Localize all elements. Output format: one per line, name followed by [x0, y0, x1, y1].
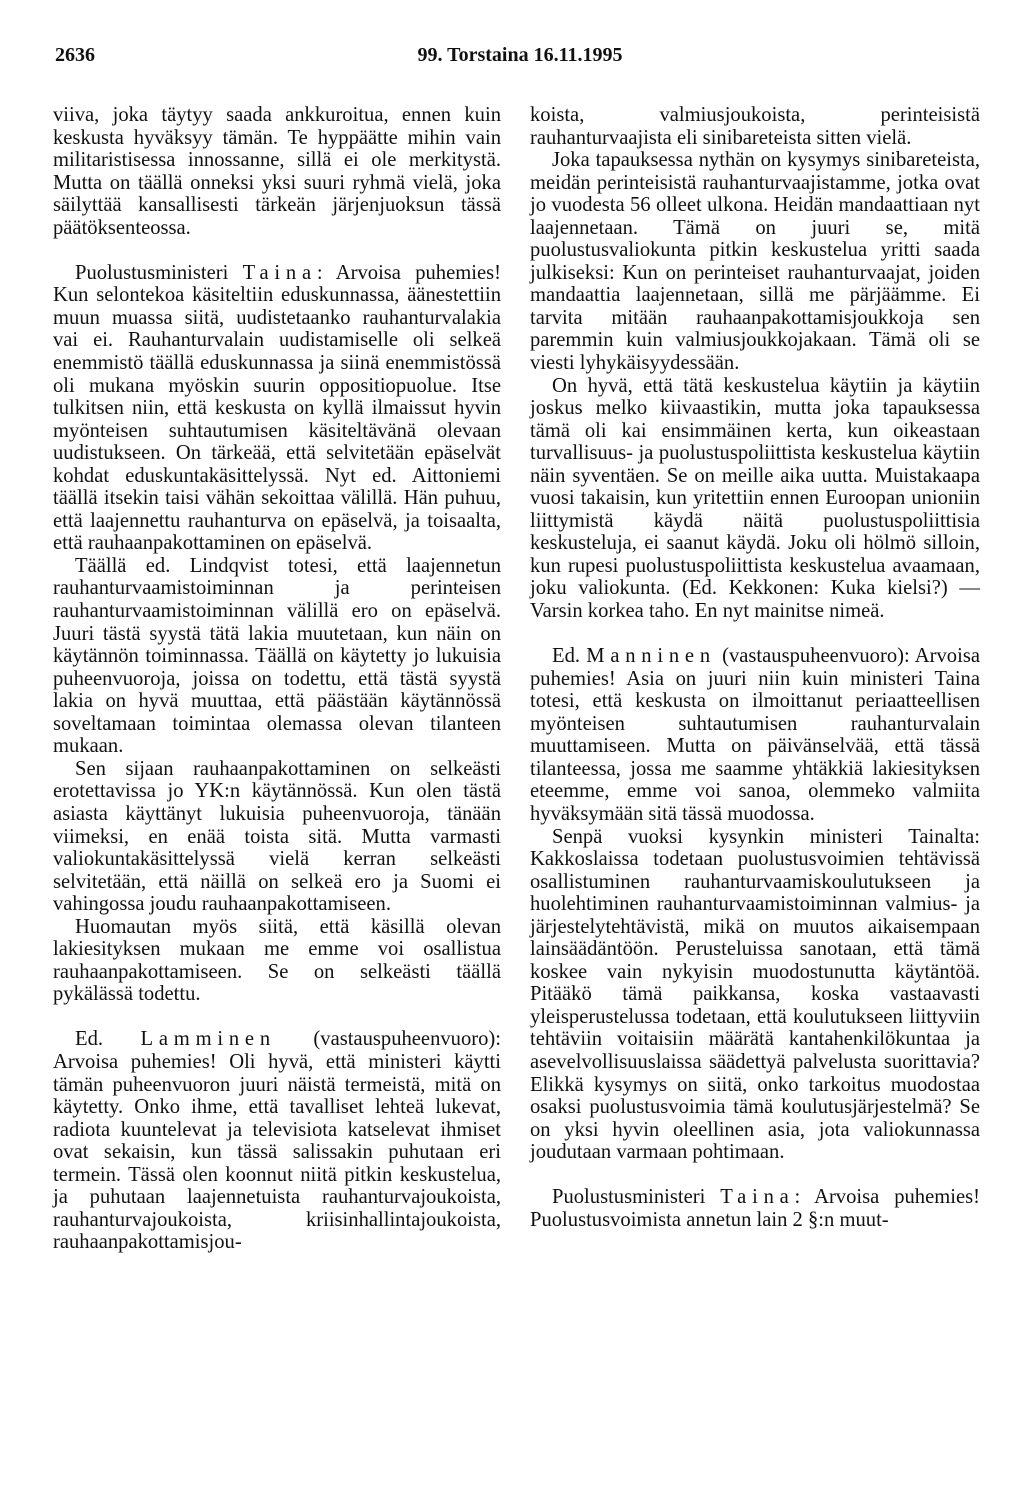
speaker-title: Ed.	[75, 1028, 104, 1051]
right-column	[530, 104, 980, 1231]
paragraph: viiva, joka täytyy saada ankkuroitua, ennen kuin keskusta hyväksyy tämän. Te hyppäätte mihin vain militaristisessa innossanne, sillä ei ole merkitystä. Mutta on täällä onneksi yksi suuri ryhmä vielä, joka säilyttää kansallisesti tärkeän järjenjuoksun tässä päätöksenteossa.	[53, 104, 501, 239]
paragraph: Täällä ed. Lindqvist totesi, että laajennetun rauhanturvaamistoiminnan ja perinteisen rauhanturvaamistoiminnan välillä ero on epäselvä. Juuri tästä syystä tätä lakia muutetaan, kun näin on käytännön toiminnassa. Täällä on käytetty jo lukuisia puheenvuoroja, joissa on todettu, että tästä syystä lakia on hyvä muuttaa, että päästään käytännössä soveltamaan toimintaa olemassa olevan tilanteen mukaan.	[53, 554, 501, 758]
paragraph: Senpä vuoksi kysynkin ministeri Tainalta: Kakkoslaissa todetaan puolustusvoimien tehtävissä osallistuminen rauhanturvaamiskoulutukseen ja huolehtiminen rauhanturvaamistoiminnan valmius- ja järjestelytehtävistä, mikä on muutos aikaisempaan lainsäädäntöön. Perusteluissa sanotaan, että tämä koskee vain nykyisin muodostunutta käytäntöä. Pitääkö tämä paikkansa, koska vastaavasti yleisperustelussa todetaan, että koulutukseen liittyviin tehtäviin voitaisiin määrätä kantahenkilökuntaa ja asevelvollisuuslaissa säädettyä palvelusta suorittavia? Elikkä kysymys on siitä, onko tarkoitus muodostaa osaksi puolustusvoimia tämä koulutusjärjestelmä? Se on yksi hyvin oleellinen asia, jota valiokunnassa joudutaan varmaan pohtimaan.	[530, 825, 980, 1164]
speech-manninen: Ed. Manninen (vastauspuheenvuoro): Arvoisa puhemies! Asia on juuri niin kuin ministeri Taina totesi, että keskusta on ilmoittanut periaatteellisen myönteisen suhtautumisen rauhanturvalain muuttamiseen. Mutta on päivänselvää, että tässä tilanteessa, jossa me saamme yhtäkkiä lakiesityksen eteemme, emme voi sanoa, olemmeko valmiita hyväksymään sitä tässä muodossa.	[530, 645, 980, 825]
page-number: 2636	[55, 44, 95, 66]
paragraph: koista, valmiusjoukoista, perinteisistä rauhanturvaajista eli sinibareteista sitten vielä.	[530, 104, 980, 149]
speaker-title: Ed.	[552, 645, 581, 668]
speech-lamminen: Ed. Lamminen (vastauspuheenvuoro): Arvoisa puhemies! Oli hyvä, että ministeri käytti tämän puheenvuoron juuri näistä termeistä, mitä on käytetty. Onko ihme, että tavalliset lehteä lukevat, radiota kuuntelevat ja televisiota katselevat ihmiset ovat sekaisin, kun tässä salissakin puhutaan eri termein. Tässä olen koonnut niitä pitkin keskustelua, ja puhutaan laajennetuista rauhanturvajoukoista, rauhanturvajoukoista, kriisinhallintajoukoista, rauhaanpakottamisjou-	[53, 1028, 501, 1254]
speaker-name: Taina	[720, 1186, 795, 1209]
speaker-title: Puolustusministeri	[75, 261, 229, 284]
speaker-title: Puolustusministeri	[552, 1186, 706, 1209]
speech-taina: Puolustusministeri Taina: Arvoisa puhemies! Kun selontekoa käsiteltiin eduskunnassa, äänestettiin muun muassa siitä, uudistetaanko rauhanturvalakia vai ei. Rauhanturvalain uudistamiselle oli selkeä enemmistö täällä eduskunnassa ja siinä enemmistössä oli mukana myöskin suurin oppositiopuolue. Itse tulkitsen niin, että keskusta on kyllä ilmaissut hyvin myönteisen suhtautumisen käsiteltävänä olevaan uudistukseen. On tärkeää, että selvitetään epäselvät kohdat eduskuntakäsittelyssä. Nyt ed. Aittoniemi täällä itsekin taisi vähän sekoittaa välillä. Hän puhuu, että laajennettu rauhanturva on epäselvä, ja toisaalta, että rauhaanpakottaminen on epäselvä.	[53, 261, 501, 555]
paragraph: Joka tapauksessa nythän on kysymys sinibareteista, meidän perinteisistä rauhanturvaajistamme, jotka ovat jo vuodesta 56 olleet ulkona. Heidän mandaattiaan nyt laajennetaan. Tämä on juuri se, mitä puolustusvaliokunta pitkin keskustelua yritti saada julkiseksi: Kun on perinteiset rauhanturvaajat, joiden mandaattia laajennetaan, sillä me pärjäämme. Ei tarvita mitään rauhaanpakottamisjoukkoja sen paremmin kuin valmiusjoukkojakaan. Tämä oli se viesti lyhykäisyydessään.	[530, 149, 980, 375]
paragraph: Huomautan myös siitä, että käsillä olevan lakiesityksen mukaan me emme voi osallistua rauhaanpakottamiseen. Se on selkeästi täällä pykälässä todettu.	[53, 915, 501, 1006]
speech-taina: Puolustusministeri Taina: Arvoisa puhemies! Puolustusvoimista annetun lain 2 §:n muut-	[530, 1186, 980, 1231]
paragraph: Sen sijaan rauhaanpakottaminen on selkeästi erotettavissa jo YK:n käytännössä. Kun olen tästä asiasta käyttänyt lukuisia puheenvuoroja, tänään viimeksi, en enää toista sitä. Mutta varmasti valiokuntakäsittelyssä vielä kerran selkeästi selvitetään, että näillä on selkeä ero ja Suomi ei vahingossa joudu rauhaanpakottamiseen.	[53, 757, 501, 916]
left-column	[53, 104, 501, 1254]
speaker-name: Manninen	[586, 645, 716, 668]
session-title: 99. Torstaina 16.11.1995	[417, 44, 623, 66]
speaker-name: Lamminen	[140, 1028, 276, 1051]
speaker-name: Taina	[242, 261, 317, 284]
paragraph: On hyvä, että tätä keskustelua käytiin ja käytiin joskus melko kiivaastikin, mutta joka tapauksessa tämä oli kai ensimmäinen kerta, kun oikeastaan turvallisuus- ja puolustuspoliittista keskustelua käytiin näin syventäen. Se on meille aika uutta. Muistakaapa vuosi takaisin, kun yritettiin ennen Euroopan unioniin liittymistä käydä näitä puolustuspoliittisia keskusteluja, ei saanut käydä. Joku oli hölmö silloin, kun rupesi puolustuspoliittista keskustelua avaamaan, joku valiokunta. (Ed. Kekkonen: Kuka kielsi?) — Varsin korkea taho. En nyt mainitse nimeä.	[530, 374, 980, 623]
page-header	[55, 44, 985, 78]
